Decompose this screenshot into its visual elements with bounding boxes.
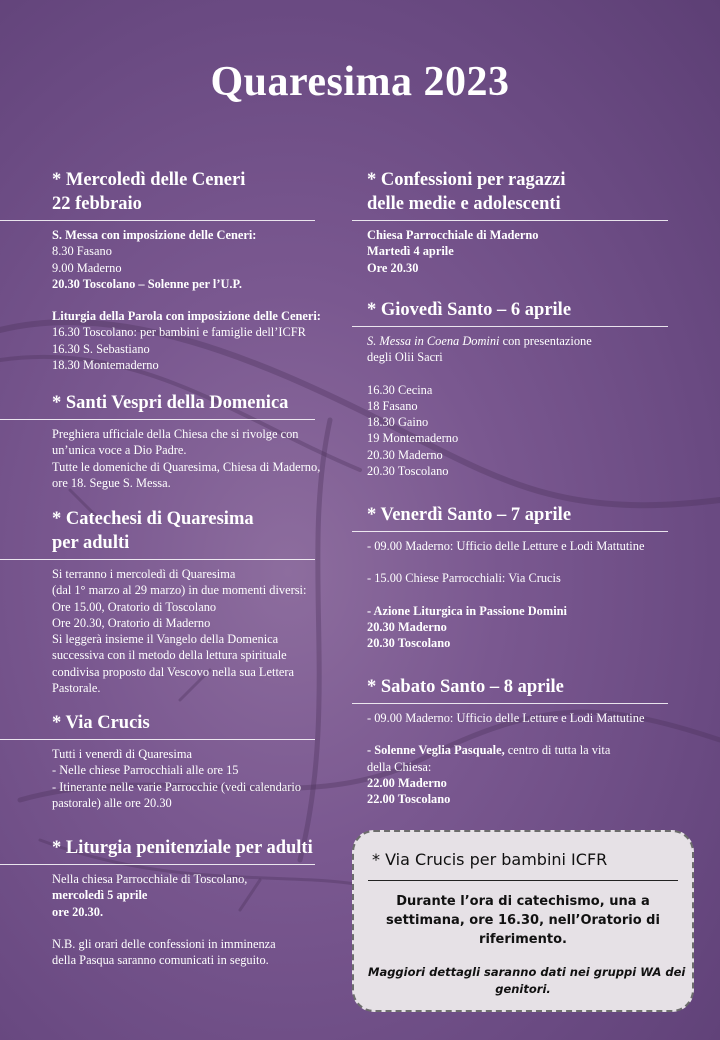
section-body [52,871,342,968]
body-line: degli Olii Sacri [367,350,443,365]
body-line: Chiesa Parrocchiale di Maderno [367,228,539,242]
spacer [367,726,667,742]
section-heading [52,168,342,216]
body-line [367,333,667,349]
section-divider [352,703,668,704]
spacer [367,554,667,570]
section-heading-line: per adulti [52,533,130,553]
body-line: 9.00 Maderno [52,260,122,275]
section-body [52,746,342,811]
section-heading-line: * Santi Vespri della Domenica [52,393,289,413]
box-body-line: settimana, ore 16.30, nell’Oratorio di [386,913,660,928]
body-line: Tutte le domeniche di Quaresima, Chiesa di Maderno, [52,459,321,474]
section-body [52,426,342,491]
section [52,168,342,373]
section-body [52,566,342,696]
section-heading [52,391,342,415]
body-line: S. Messa con imposizione delle Ceneri: [52,228,257,242]
body-line: 20.30 Maderno [367,447,443,462]
section-heading [367,168,667,216]
body-line: Si leggerà insieme il Vangelo della Domenica [52,632,279,647]
body-line: della Pasqua saranno comunicati in seguito. [52,953,269,968]
section [52,836,342,968]
section-heading-line: * Giovedì Santo – 6 aprile [367,300,572,320]
spacer [367,366,667,382]
section-divider [352,326,668,327]
section-body [52,227,342,373]
body-line: ore 20.30. [52,904,104,919]
body-line: - 09.00 Maderno: Ufficio delle Letture e Lodi Mattutine [367,539,645,553]
body-line: 16.30 Cecina [367,382,433,397]
section [52,711,342,811]
section-divider [352,220,668,221]
body-line-part: centro di tutta la vita [504,743,611,758]
section-divider [352,531,668,532]
box-divider [368,880,678,881]
body-line: Preghiera ufficiale della Chiesa che si rivolge con [52,427,299,441]
section-heading-line: * Via Crucis [52,713,150,733]
section-heading-line: * Sabato Santo – 8 aprile [367,677,564,697]
children-via-crucis-box [352,830,694,1012]
box-body [368,892,678,949]
body-line: della Chiesa: [367,759,432,774]
section-heading [52,507,342,555]
body-line: 16.30 S. Sebastiano [52,341,150,356]
spacer [52,292,342,308]
body-line: - 09.00 Maderno: Ufficio delle Letture e Lodi Mattutine [367,711,645,725]
body-line-part: - Solenne Veglia Pasquale, [367,743,505,758]
body-line-part: S. Messa in Coena Domini [367,334,500,348]
body-line: pastorale) alle ore 20.30 [52,795,172,810]
body-line: - Nelle chiese Parrocchiali alle ore 15 [52,763,239,778]
body-line: - 15.00 Chiese Parrocchiali: Via Crucis [367,571,561,586]
body-line: Martedì 4 aprile [367,244,454,259]
section-heading-line: delle medie e adolescenti [367,194,561,214]
box-note-line: genitori. [495,982,551,996]
body-line: mercoledì 5 aprile [52,888,148,903]
body-line [367,742,667,758]
spacer [52,920,342,936]
box-note-line: Maggiori dettagli saranno dati nei gruppi WA dei [368,965,686,979]
body-line: Ore 15.00, Oratorio di Toscolano [52,599,217,614]
section-heading-line: * Liturgia penitenziale per adulti [52,838,313,858]
section-body [367,333,667,479]
body-line-part: con presentazione [499,334,592,348]
body-line: 18.30 Gaino [367,415,429,430]
section-body [367,538,667,651]
box-heading: * Via Crucis per bambini ICFR [372,850,608,869]
body-line: 20.30 Toscolano – Solenne per l’U.P. [52,276,243,291]
box-note [368,964,686,998]
body-line: un’unica voce a Dio Padre. [52,443,187,458]
section-divider [0,559,315,560]
body-line: 18.30 Montemaderno [52,358,159,373]
section [52,507,342,696]
body-line: 18 Fasano [367,398,418,413]
section-heading [52,711,342,735]
section-heading [367,503,667,527]
body-line: 20.30 Maderno [367,619,447,634]
body-line: 22.00 Maderno [367,775,447,790]
box-body-line: riferimento. [479,932,567,947]
body-line: successiva con il metodo della lettura spirituale [52,648,287,663]
section-heading-line: * Confessioni per ragazzi [367,170,566,190]
section-divider [0,739,315,740]
body-line: Si terranno i mercoledì di Quaresima [52,567,236,581]
section-body [367,227,667,276]
section-heading-line: * Mercoledì delle Ceneri [52,170,246,190]
section-body [367,710,667,807]
body-line: - Azione Liturgica in Passione Domini [367,603,567,618]
body-line: (dal 1° marzo al 29 marzo) in due momenti diversi: [52,583,307,598]
body-line: 8.30 Fasano [52,244,112,259]
body-line: N.B. gli orari delle confessioni in imminenza [52,936,276,951]
body-line: 16.30 Toscolano: per bambini e famiglie dell’ICFR [52,325,306,340]
body-line: ore 18. Segue S. Messa. [52,475,171,490]
section [52,391,342,491]
body-line: Pastorale. [52,681,101,696]
body-line: condivisa proposto dal Vescovo nella sua Lettera [52,664,295,679]
section-divider [0,419,315,420]
body-line: 19 Montemaderno [367,431,459,446]
body-line: 20.30 Toscolano [367,636,451,651]
section-heading [367,298,667,322]
spacer [367,587,667,603]
body-line: - Itinerante nelle varie Parrocchie (vedi calendario [52,779,302,794]
section-heading-line: * Catechesi di Quaresima [52,509,254,529]
body-line: 20.30 Toscolano [367,464,449,479]
page-title: Quaresima 2023 [210,59,510,105]
section-divider [0,864,315,865]
body-line: Tutti i venerdì di Quaresima [52,747,192,761]
section-heading [52,836,342,860]
body-line: Ore 20.30 [367,260,419,275]
section [367,298,667,479]
body-line: Liturgia della Parola con imposizione delle Ceneri: [52,309,321,324]
section [367,168,667,276]
body-line: Ore 20.30, Oratorio di Maderno [52,615,211,630]
body-line: Nella chiesa Parrocchiale di Toscolano, [52,872,248,886]
section-divider [0,220,315,221]
section-heading-line: * Venerdì Santo – 7 aprile [367,505,572,525]
section-heading [367,675,667,699]
section [367,503,667,651]
section [367,675,667,807]
section-heading-line: 22 febbraio [52,194,142,214]
box-body-line: Durante l’ora di catechismo, una a [396,894,650,909]
body-line: 22.00 Toscolano [367,792,451,807]
